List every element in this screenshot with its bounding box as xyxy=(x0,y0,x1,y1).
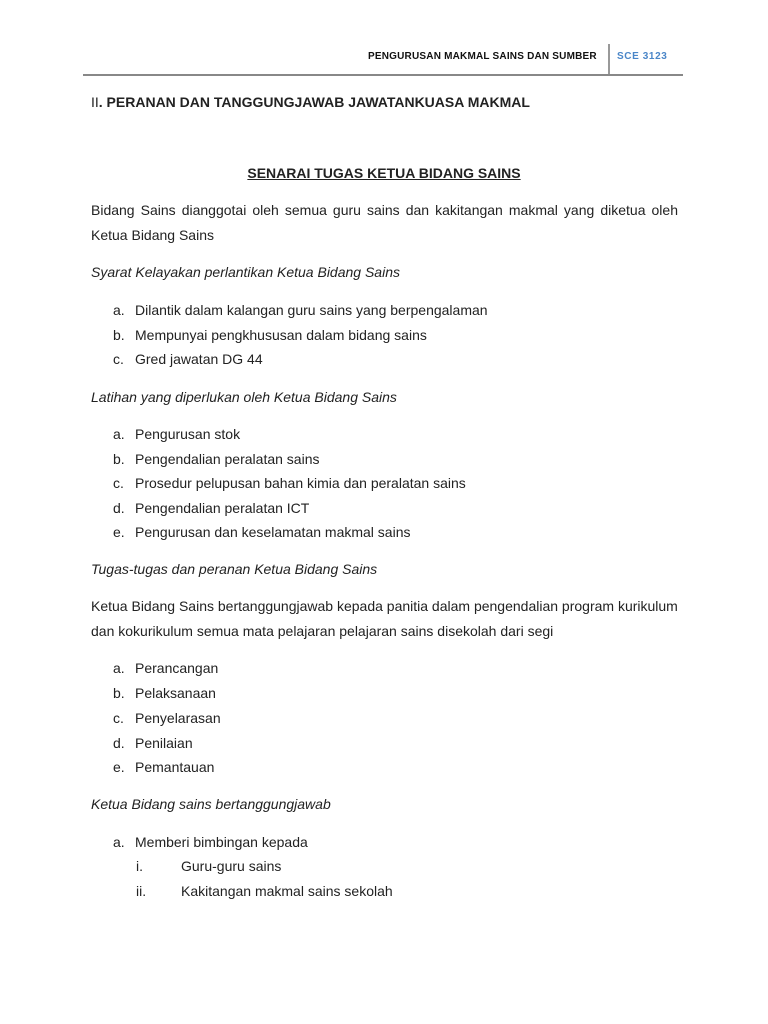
sub-list-marker: i. xyxy=(136,858,143,874)
list-item-text: Pengendalian peralatan ICT xyxy=(135,500,310,516)
list-marker: e. xyxy=(113,759,125,775)
list-item-text: Pengendalian peralatan sains xyxy=(135,451,320,467)
list-marker: b. xyxy=(113,451,125,467)
list-marker: b. xyxy=(113,327,125,343)
header-divider-vertical xyxy=(608,44,610,74)
list-marker: c. xyxy=(113,710,124,726)
list-item-text: Pengurusan stok xyxy=(135,426,241,442)
intro-paragraph: Bidang Sains dianggotai oleh semua guru sains dan kakitangan makmal yang diketua oleh Ketua Bidang Sains xyxy=(91,202,678,243)
list-item-text: Pemantauan xyxy=(135,759,215,775)
sub-list-item-text: Guru-guru sains xyxy=(181,858,282,874)
list-item-text: Perancangan xyxy=(135,660,219,676)
list-marker: c. xyxy=(113,351,124,367)
list-marker: d. xyxy=(113,735,125,751)
list-marker: e. xyxy=(113,524,125,540)
document-title: SENARAI TUGAS KETUA BIDANG SAINS xyxy=(247,165,521,181)
sub-list-marker: ii. xyxy=(136,883,147,899)
list-item-text: Gred jawatan DG 44 xyxy=(135,351,263,367)
list-marker: a. xyxy=(113,660,125,676)
list-marker: a. xyxy=(113,302,125,318)
list-marker: d. xyxy=(113,500,125,516)
list-marker: c. xyxy=(113,475,124,491)
section-number: II xyxy=(91,94,99,110)
list-item-text: Mempunyai pengkhususan dalam bidang sains xyxy=(135,327,427,343)
sub-list-item-text: Kakitangan makmal sains sekolah xyxy=(181,883,393,899)
section-title xyxy=(91,94,530,110)
list-item-text: Memberi bimbingan kepada xyxy=(135,834,308,850)
section-title-text: . PERANAN DAN TANGGUNGJAWAB JAWATANKUASA MAKMAL xyxy=(98,94,530,110)
tanggungjawab-heading: Ketua Bidang sains bertanggungjawab xyxy=(91,796,331,812)
list-marker: b. xyxy=(113,685,125,701)
list-item-text: Dilantik dalam kalangan guru sains yang berpengalaman xyxy=(135,302,488,318)
running-header-title: PENGURUSAN MAKMAL SAINS DAN SUMBER xyxy=(368,51,597,62)
list-marker: a. xyxy=(113,834,125,850)
tugas-heading: Tugas-tugas dan peranan Ketua Bidang Sains xyxy=(91,561,378,577)
list-item-text: Pelaksanaan xyxy=(135,685,216,701)
list-item-text: Prosedur pelupusan bahan kimia dan peralatan sains xyxy=(135,475,466,491)
list-marker: a. xyxy=(113,426,125,442)
course-code: SCE 3123 xyxy=(617,51,668,62)
list-item-text: Penyelarasan xyxy=(135,710,221,726)
list-item-text: Pengurusan dan keselamatan makmal sains xyxy=(135,524,411,540)
list-item-text: Penilaian xyxy=(135,735,193,751)
latihan-heading: Latihan yang diperlukan oleh Ketua Bidang Sains xyxy=(91,389,397,405)
syarat-heading: Syarat Kelayakan perlantikan Ketua Bidang Sains xyxy=(91,264,400,280)
tugas-paragraph: Ketua Bidang Sains bertanggungjawab kepada panitia dalam pengendalian program kurikulum dan kokurikulum semua mata pelajaran pelajaran sains disekolah dari segi xyxy=(91,598,678,639)
header-divider-horizontal xyxy=(83,74,683,76)
